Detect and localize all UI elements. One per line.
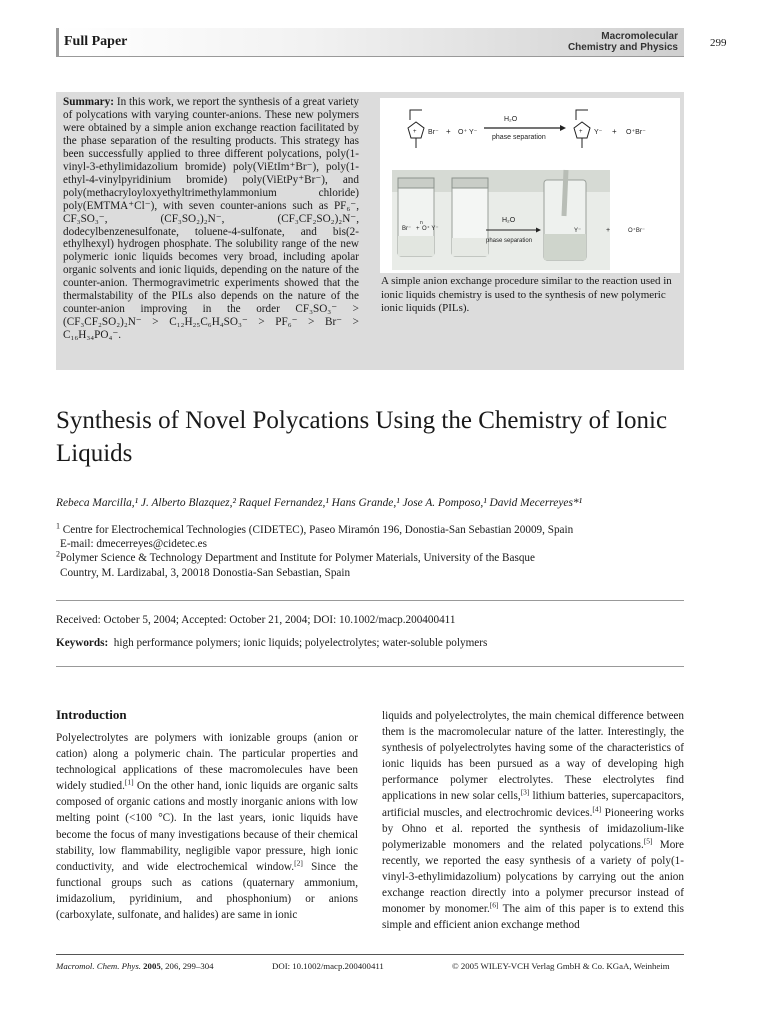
journal-name-line2: Chemistry and Physics xyxy=(567,42,678,53)
citation-5: [5] xyxy=(643,836,653,846)
byproduct-label: O⁺Br⁻ xyxy=(626,129,646,136)
repeat-unit-n: n xyxy=(420,220,423,226)
bromide-label: Br⁻ xyxy=(428,129,439,136)
affiliation-2-cont: Country, M. Lardizabal, 3, 20018 Donostia-San Sebastian, Spain xyxy=(60,567,351,579)
received-line: Received: October 5, 2004; Accepted: October 21, 2004; DOI: 10.1002/macp.200400411 xyxy=(56,614,456,626)
affiliation-2-line1: Polymer Science & Technology Department and Institute for Polymer Materials, University of the Basque xyxy=(60,552,535,564)
photo-water-label: H₂O xyxy=(502,217,516,224)
footer-volume: , 206, 299–304 xyxy=(160,961,214,971)
page-number: 299 xyxy=(710,37,727,49)
header-rule xyxy=(56,56,684,57)
summary-box xyxy=(56,92,684,370)
running-header xyxy=(56,28,684,56)
affiliation-1 xyxy=(56,523,573,537)
figure-caption: A simple anion exchange procedure similar to the reaction used in ionic liquids chemistry is used to the synthesis of new polymeric ionic liquids (PILs). xyxy=(381,275,672,314)
reactant-polymer-structure xyxy=(408,110,424,148)
footer-journal: Macromol. Chem. Phys. xyxy=(56,961,141,971)
footer-year: 2005 xyxy=(143,961,161,971)
footer-copyright: © 2005 WILEY-VCH Verlag GmbH & Co. KGaA, Weinheim xyxy=(452,961,670,971)
affiliation-2-mark: 2 xyxy=(56,549,60,559)
footer-doi: DOI: 10.1002/macp.200400411 xyxy=(272,961,384,971)
graphical-abstract xyxy=(380,98,680,273)
y-anion-label: Y⁻ xyxy=(594,129,603,136)
product-polymer-structure xyxy=(574,110,590,148)
paper-title: Synthesis of Novel Polycations Using the Chemistry of Ionic Liquids xyxy=(56,407,668,467)
citation-4: [4] xyxy=(592,803,602,813)
left-text-1: Polyelectrolytes are polymers with ionizable groups (anion or cation) along a polymeric chain. The particular properties and technological applications of these macromolecules have been widely studied. xyxy=(56,732,358,793)
keywords-label: Keywords: xyxy=(56,637,109,649)
body-column-right xyxy=(382,708,684,933)
phase-separation-label: phase separation xyxy=(492,134,546,141)
divider-bottom xyxy=(56,666,684,667)
left-text-3: Since the functional groups such as cations (quaternary ammonium, imidazolium, pyridinium, and phosphonium) or anions (carboxylate, sulfonate, and halides) are same in ionic xyxy=(56,860,358,922)
keywords-line xyxy=(56,637,487,649)
citation-3: [3] xyxy=(520,787,530,797)
photo-plus-2: + xyxy=(606,227,611,234)
right-text-3: Pioneering works by Ohno et al. reported the synthesis of imidazolium-like polymerizable monomers and the related polycations. xyxy=(382,806,684,851)
svg-text:+: + xyxy=(579,129,583,135)
citation-6: [6] xyxy=(489,900,499,910)
photo-byproduct-label: O⁺Br⁻ xyxy=(628,228,646,234)
body-column-left xyxy=(56,730,358,923)
footer-citation xyxy=(56,961,214,971)
water-label: H₂O xyxy=(504,116,518,123)
photo-bromide-label: Br⁻ xyxy=(402,226,412,232)
salt-label: O⁺ Y⁻ xyxy=(458,129,478,136)
right-text-1: liquids and polyelectrolytes, the main chemical difference between them is the macromolecular nature of the latter. Interestingly, the synthesis of polyelectrolytes having some of the characteristics of ionic liquids has been pursued as a way of developing high performance polymer electrolytes. These electrolytes find applications in new solar cells, xyxy=(382,710,684,803)
reaction-scheme-figure xyxy=(380,98,680,273)
keywords-text: high performance polymers; ionic liquids; polyelectrolytes; water-soluble polymers xyxy=(113,637,488,649)
section-label: Full Paper xyxy=(64,34,128,49)
photo-y-anion-label: Y⁻ xyxy=(574,228,582,234)
introduction-heading: Introduction xyxy=(56,707,127,722)
plus-sign: + xyxy=(446,127,451,136)
right-text-5: The aim of this paper is to extend this simple and efficient anion exchange method xyxy=(382,903,684,932)
vials-photo xyxy=(392,170,610,270)
summary-label: Summary: xyxy=(63,96,114,108)
affiliation-2 xyxy=(56,551,535,565)
right-text-4: More recently, we reported the easy synthesis of a variety of poly(1-vinyl-3-ethylimidazolium) polycations by carrying out the anion exchange reaction directly into a polymer precursor instead of monomer by monomer. xyxy=(382,838,684,916)
photo-phase-label: phase separation xyxy=(486,238,533,244)
affiliation-1-mark: 1 xyxy=(56,521,60,531)
right-text-2: lithium batteries, supercapacitors, artificial muscles, and electrochromic devices. xyxy=(382,790,684,819)
footer-rule xyxy=(56,954,684,955)
journal-name xyxy=(568,31,678,53)
author-list: Rebeca Marcilla,¹ J. Alberto Blazquez,² Raquel Fernandez,¹ Hans Grande,¹ Jose A. Pomposo,¹ David Mecerreyes*¹ xyxy=(56,497,582,509)
left-text-2: On the other hand, ionic liquids are organic salts composed of organic cations and mostly inorganic anions with low melting point (<100 °C). In the last years, ionic liquids have become the focus of many investigations because of their chemical stability, low flammability, negligible vapor pressure, high ionic conductivity, and wide electrochemical window. xyxy=(56,780,358,873)
svg-text:+: + xyxy=(413,129,417,135)
photo-salt-label: O⁺ Y⁻ xyxy=(422,226,439,232)
email-line: E-mail: dmecerreyes@cidetec.es xyxy=(60,538,207,550)
plus-sign-2: + xyxy=(612,127,617,136)
arrow-head xyxy=(560,125,566,131)
summary-body: In this work, we report the synthesis of a great variety of polycations with varying counter-anions. These new polymers were obtained by a simple anion exchange reaction facilitated by the phase separation of the resulting products. This strategy has been successfully applied to three different polycations, poly(1-vinyl-3-ethylimidazolium bromide) poly(ViEtIm⁺Br⁻), poly(1-ethyl-4-vinylpyridinium bromide) poly(ViEtPy⁺Br⁻), and poly(methacryloyloxyethyltrimethylammonium chloride) poly(EMTMA⁺Cl⁻), with seven counter-anions such as PF₆⁻, CF₃SO₃⁻, (CF₃SO₂)₂N⁻, (CF₃CF₂SO₂)₂N⁻, dodecylbenzenesulfonate, toluene-4-sulfonate, and bis(2-ethylhexyl) hydrogen phosphate. The solubility range of the new polymeric ionic liquids becomes very broad, including apolar organic solvents and ionic liquids, depending on the nature of the counter-anion. Thermogravimetric experiments showed that the thermalstability of the PILs also depends on the nature of the counter-anion improving in the order CF₃SO₃⁻ > (CF₃CF₂SO₂)₂N⁻ > C₁₂H₂₅C₆H₄SO₃⁻ > PF₆⁻ > Br⁻ > C₁₆H₃₄PO₄⁻. xyxy=(63,96,359,342)
photo-plus: + xyxy=(416,226,420,232)
affiliation-1-text: Centre for Electrochemical Technologies (CIDETEC), Paseo Miramón 196, Donostia-San Sebastian 20009, Spain xyxy=(62,524,574,536)
journal-name-line1: Macromolecular xyxy=(601,31,678,42)
divider-top xyxy=(56,600,684,601)
summary-text xyxy=(63,96,359,342)
citation-2: [2] xyxy=(294,858,303,868)
citation-1: [1] xyxy=(124,777,134,787)
